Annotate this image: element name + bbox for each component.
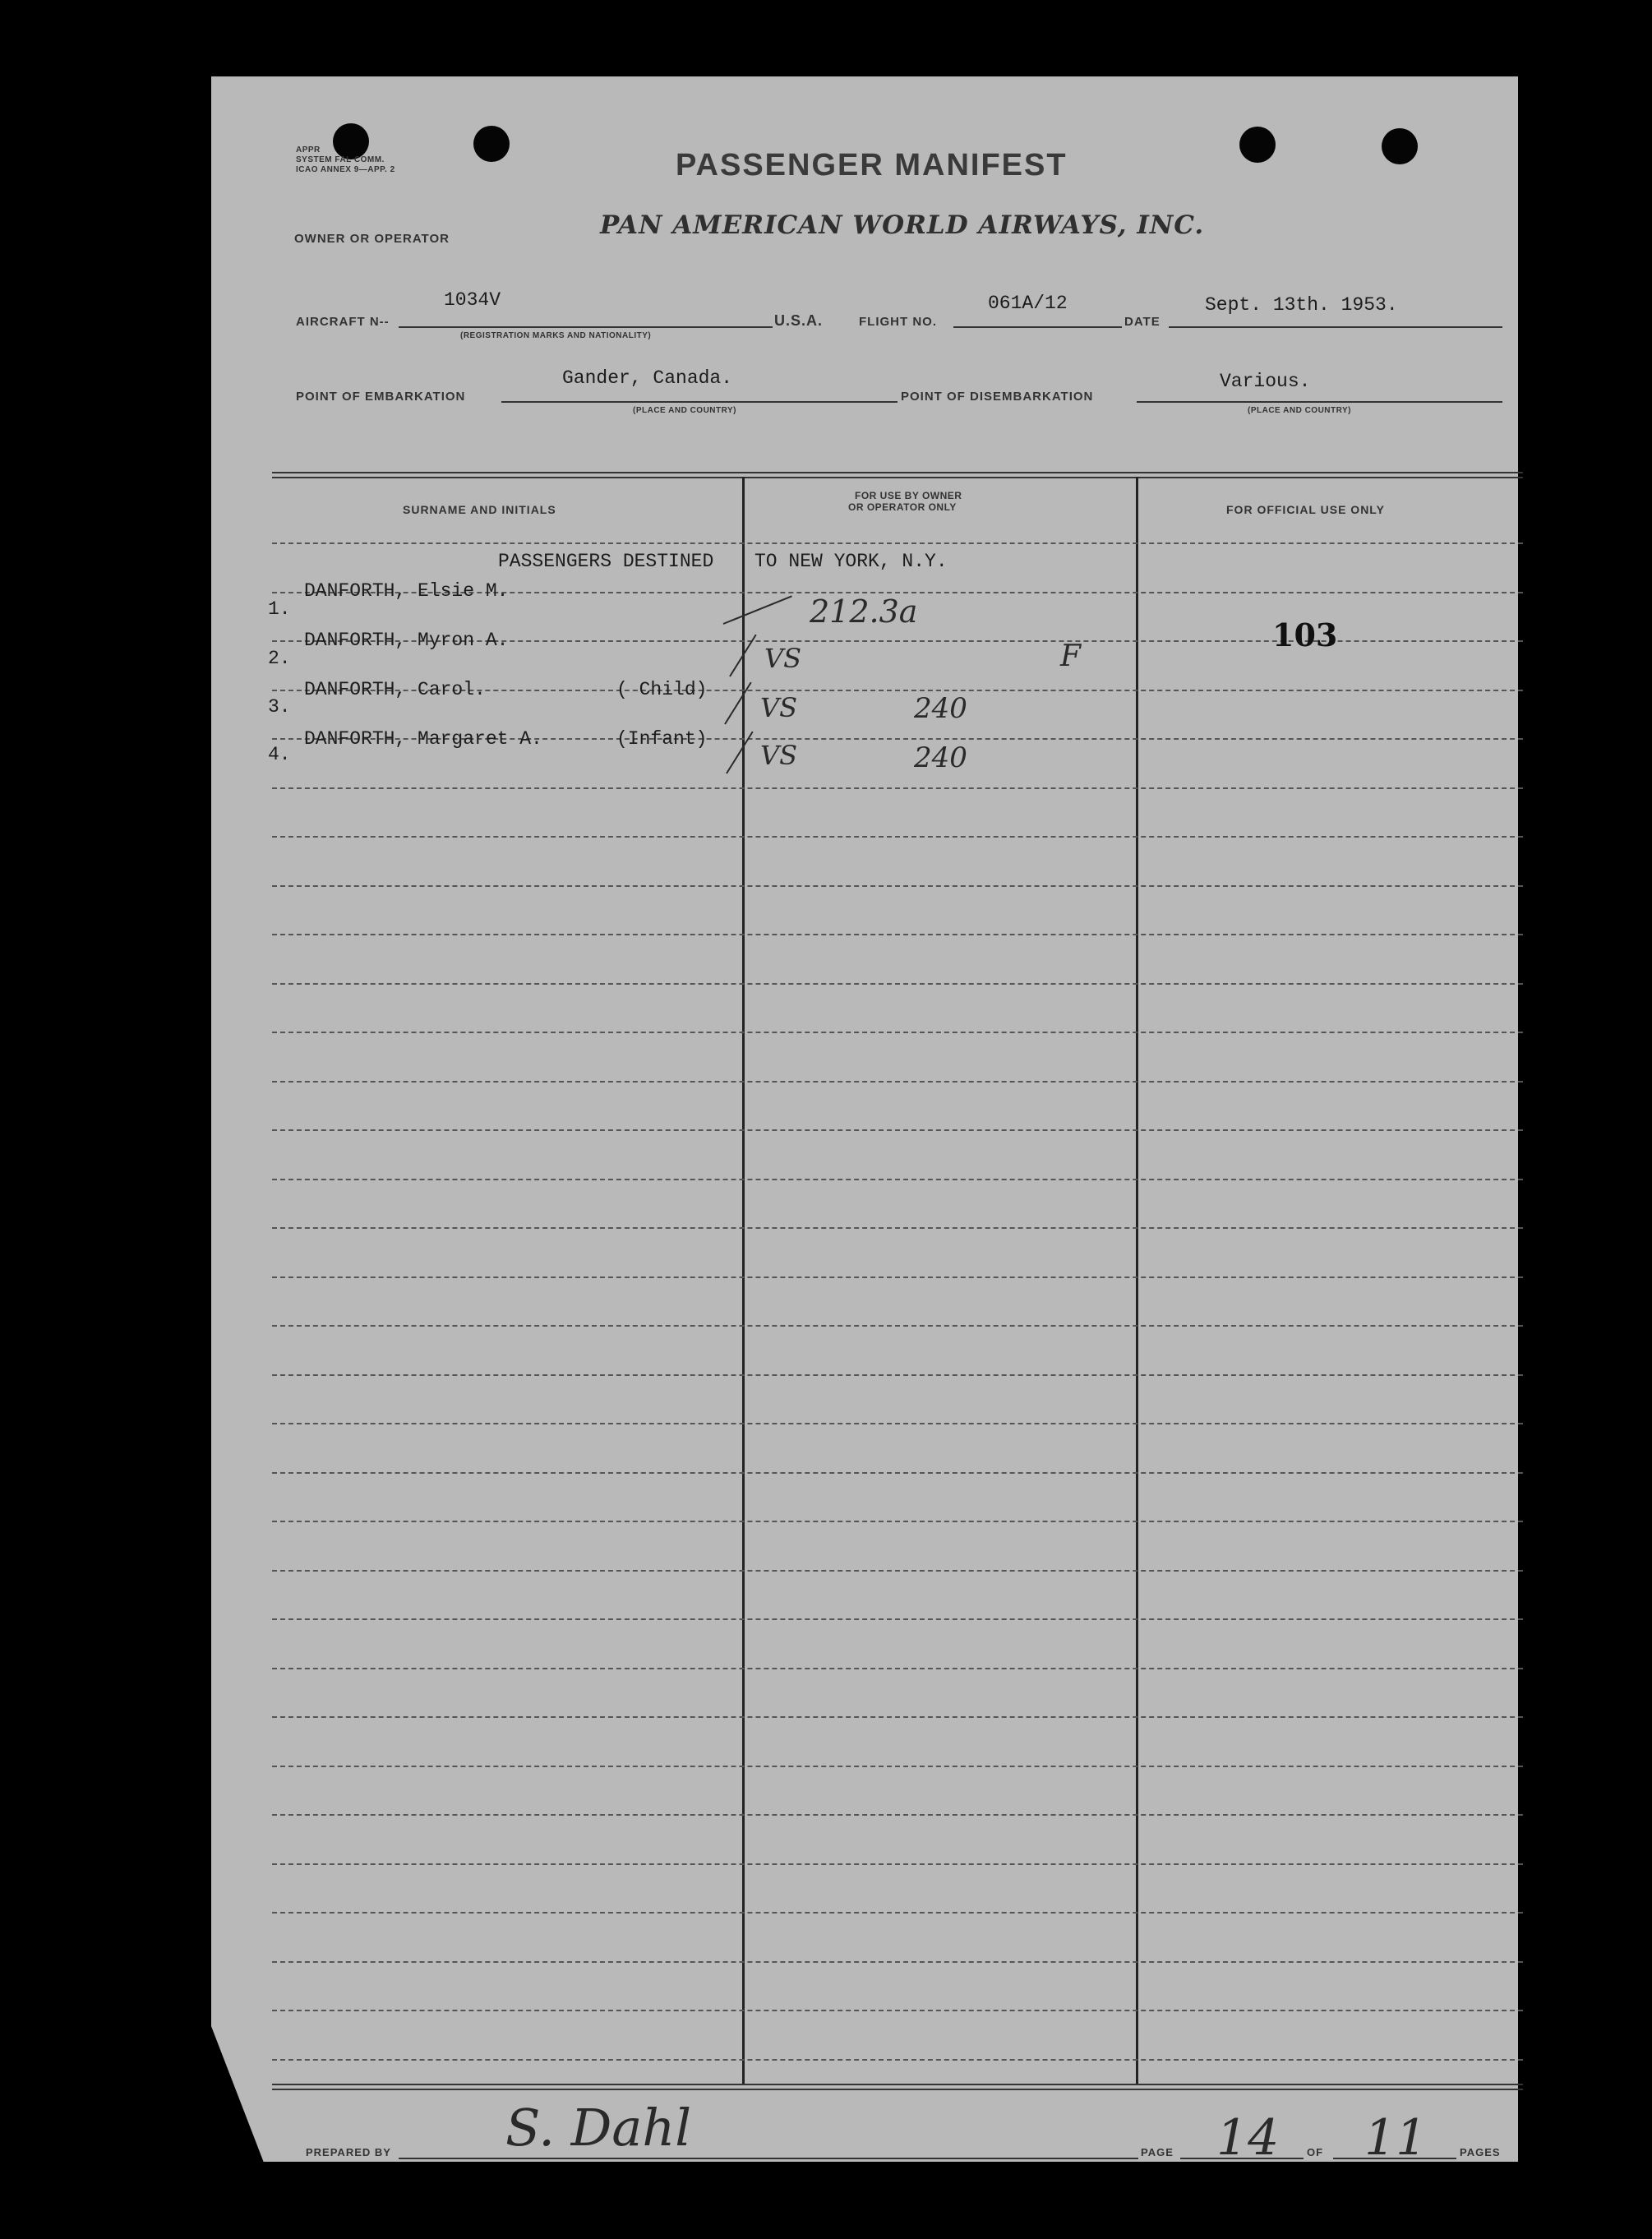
disembarkation-label: POINT OF DISEMBARKATION: [901, 390, 1094, 404]
header-official-use: FOR OFFICIAL USE ONLY: [1226, 503, 1385, 516]
table-rule-line: [272, 885, 1523, 887]
table-rule-line: [272, 934, 1523, 935]
registration-caption: (REGISTRATION MARKS AND NATIONALITY): [460, 331, 652, 340]
row-4-number: 4.: [268, 744, 291, 765]
destined-left: PASSENGERS DESTINED: [498, 551, 714, 572]
prepared-label: PREPARED BY: [306, 2146, 391, 2158]
punch-hole-1: [333, 123, 369, 159]
table-rule-line: [272, 1716, 1523, 1718]
flight-underline: [953, 326, 1122, 328]
aircraft-underline: [399, 326, 773, 328]
date-label: DATE: [1124, 315, 1161, 329]
aircraft-value: 1034V: [444, 289, 501, 311]
table-rule-line: [272, 2010, 1523, 2011]
embarkation-caption: (PLACE AND COUNTRY): [633, 406, 736, 415]
table-rule-line: [272, 1276, 1523, 1278]
header-owner-use-1: FOR USE BY OWNER: [855, 490, 962, 501]
punch-hole-3: [1239, 127, 1276, 163]
table-rule-line: [272, 1766, 1523, 1767]
destined-right: TO NEW YORK, N.Y.: [754, 551, 948, 572]
punch-hole-2: [473, 126, 510, 162]
prepared-signature: S. Dahl: [505, 2098, 692, 2158]
table-rule-line: [272, 1961, 1523, 1963]
header-surname: SURNAME AND INITIALS: [403, 503, 556, 516]
table-rule-line: [272, 983, 1523, 985]
table-rule-line: [272, 1374, 1523, 1376]
table-rule-line: [272, 1129, 1523, 1131]
embarkation-underline: [501, 401, 898, 403]
page-label: PAGE: [1141, 2146, 1174, 2158]
row-3-note: ( Child): [616, 679, 708, 700]
row-3-owner-mark: VS: [760, 692, 798, 723]
table-rule-line: [272, 787, 1523, 789]
row-2-owner-mark: VS: [764, 643, 802, 674]
disembarkation-value: Various.: [1220, 371, 1311, 392]
column-divider-1: [742, 477, 745, 2084]
row-4-note: (Infant): [616, 728, 708, 750]
row-3-extra-mark: 240: [914, 692, 967, 725]
table-rule-line: [272, 1912, 1523, 1914]
table-top-border: [272, 472, 1523, 478]
table-rule-line: [272, 1423, 1523, 1424]
aircraft-label: AIRCRAFT N--: [296, 315, 390, 329]
approval-line-1: APPR: [296, 145, 321, 155]
table-rule-line: [272, 836, 1523, 838]
total-pages: 11: [1364, 2109, 1428, 2167]
punch-hole-4: [1382, 128, 1418, 164]
owner-label: OWNER OR OPERATOR: [294, 232, 450, 246]
row-4-name: DANFORTH, Margaret A.: [304, 728, 542, 750]
row-1-number: 1.: [268, 598, 291, 620]
table-rule-line: [272, 2059, 1523, 2061]
row-1-name: DANFORTH, Elsie M.: [304, 580, 509, 602]
table-rule-line: [272, 1032, 1523, 1033]
row-2-number: 2.: [268, 648, 291, 669]
of-label: OF: [1307, 2146, 1324, 2158]
row-1-owner-mark: 212.3a: [810, 593, 918, 630]
disembarkation-caption: (PLACE AND COUNTRY): [1248, 406, 1351, 415]
embarkation-value: Gander, Canada.: [562, 367, 733, 389]
row-2-name: DANFORTH, Myron A.: [304, 630, 509, 651]
table-rule-line: [272, 1521, 1523, 1522]
table-rule-line: [272, 1814, 1523, 1816]
table-rule-line: [272, 1863, 1523, 1865]
header-owner-use-2: OR OPERATOR ONLY: [848, 501, 957, 513]
page-title: PASSENGER MANIFEST: [676, 148, 1068, 182]
table-rule-line: [272, 1325, 1523, 1327]
date-underline: [1169, 326, 1502, 328]
flight-value: 061A/12: [988, 293, 1068, 314]
official-stamp-number: 103: [1272, 616, 1338, 653]
pages-label: PAGES: [1460, 2146, 1501, 2158]
row-4-owner-mark: VS: [760, 740, 798, 771]
flight-label: FLIGHT NO.: [859, 315, 937, 329]
owner-value: PAN AMERICAN WORLD AIRWAYS, INC.: [600, 210, 1205, 240]
table-rule-line: [272, 542, 1523, 544]
row-2-extra-mark: F: [1060, 639, 1081, 673]
column-divider-2: [1136, 477, 1138, 2084]
approval-line-2: SYSTEM FAL COMM.: [296, 155, 385, 164]
approval-line-3: ICAO ANNEX 9—APP. 2: [296, 165, 395, 174]
table-bottom-border: [272, 2084, 1523, 2090]
table-rule-line: [272, 1179, 1523, 1180]
table-rule-line: [272, 1081, 1523, 1083]
table-rule-line: [272, 1668, 1523, 1669]
row-3-name: DANFORTH, Carol.: [304, 679, 486, 700]
table-rule-line: [272, 1472, 1523, 1474]
date-value: Sept. 13th. 1953.: [1205, 294, 1398, 316]
disembarkation-underline: [1137, 401, 1502, 403]
row-4-extra-mark: 240: [914, 741, 967, 774]
prepared-underline: [399, 2158, 1138, 2159]
table-rule-line: [272, 1570, 1523, 1572]
embarkation-label: POINT OF EMBARKATION: [296, 390, 466, 404]
row-3-number: 3.: [268, 696, 291, 718]
table-rule-line: [272, 1227, 1523, 1229]
table-rule-line: [272, 1618, 1523, 1620]
usa-label: U.S.A.: [774, 312, 824, 329]
page-number: 14: [1216, 2109, 1280, 2167]
